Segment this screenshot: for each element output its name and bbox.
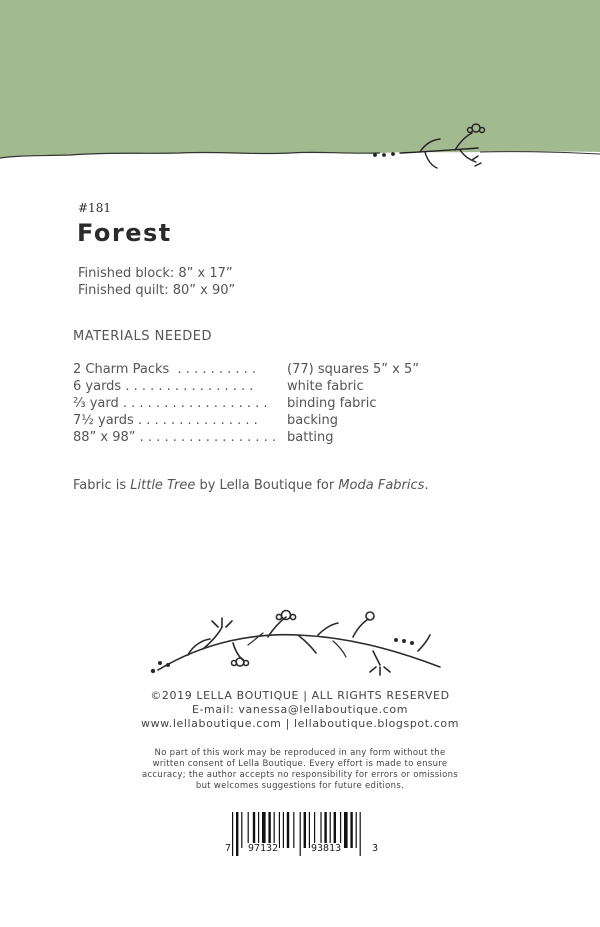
barcode-digit-last: 3	[372, 843, 379, 854]
email-line: E-mail: vanessa@lellaboutique.com	[191, 703, 409, 716]
fabric-note-suffix: .	[424, 478, 429, 493]
barcode-bar	[356, 812, 357, 848]
barcode-bar	[283, 812, 284, 848]
website-line: www.lellaboutique.com | lellaboutique.blogspot.com	[140, 717, 460, 730]
fabric-note-middle: by Lella Boutique for	[195, 478, 339, 493]
barcode-bar	[287, 812, 289, 848]
copyright-line: ©2019 LELLA BOUTIQUE | ALL RIGHTS RESERVED	[150, 689, 450, 702]
fabric-collection: Little Tree	[130, 478, 196, 493]
material-quantity: 7½ yards . . . . . . . . . . . . . . .	[73, 413, 258, 428]
barcode-bar	[344, 812, 348, 848]
fabric-note-prefix: Fabric is	[73, 478, 131, 493]
barcode-digits-left: 97132	[248, 843, 279, 854]
material-quantity: 88” x 98” . . . . . . . . . . . . . . . . .	[73, 430, 277, 445]
barcode-digit-first: 7	[225, 843, 232, 854]
material-description: batting	[287, 430, 334, 445]
material-quantity: ⅔ yard . . . . . . . . . . . . . . . . . .	[73, 396, 268, 411]
barcode-bar	[304, 812, 306, 848]
barcode-bar	[236, 812, 238, 856]
finished-sizes	[78, 265, 235, 299]
pattern-number: #181	[78, 201, 111, 215]
floral-vine-icon	[148, 605, 448, 680]
page-title: Forest	[77, 219, 172, 247]
barcode-bar	[300, 812, 301, 856]
credits	[0, 689, 600, 731]
fabric-note	[73, 478, 429, 493]
fabric-manufacturer: Moda Fabrics	[338, 478, 425, 493]
material-quantity: 6 yards . . . . . . . . . . . . . . . .	[73, 379, 254, 394]
finished-quilt: Finished quilt: 80” x 90”	[78, 283, 236, 298]
disclaimer: No part of this work may be reproduced in any form without the written consent of Lella Boutique. Every effort is made to ensure accuracy; the author accepts no responsibility for errors or omissions but welcomes suggestions for future editions.	[141, 748, 459, 791]
material-quantity: 2 Charm Packs . . . . . . . . . .	[73, 362, 257, 377]
barcode-bar	[232, 812, 233, 856]
material-description: (77) squares 5” x 5”	[287, 362, 419, 377]
header-band	[0, 0, 600, 175]
barcode-bar	[350, 812, 352, 848]
finished-block: Finished block: 8” x 17”	[78, 266, 233, 281]
barcode-digits-right: 93813	[311, 843, 342, 854]
material-description: backing	[287, 413, 338, 428]
material-description: white fabric	[287, 379, 364, 394]
material-description: binding fabric	[287, 396, 377, 411]
barcode-bar	[241, 812, 242, 848]
barcode-bar	[360, 812, 361, 856]
barcode-bar	[293, 812, 294, 848]
materials-heading: MATERIALS NEEDED	[73, 329, 213, 344]
